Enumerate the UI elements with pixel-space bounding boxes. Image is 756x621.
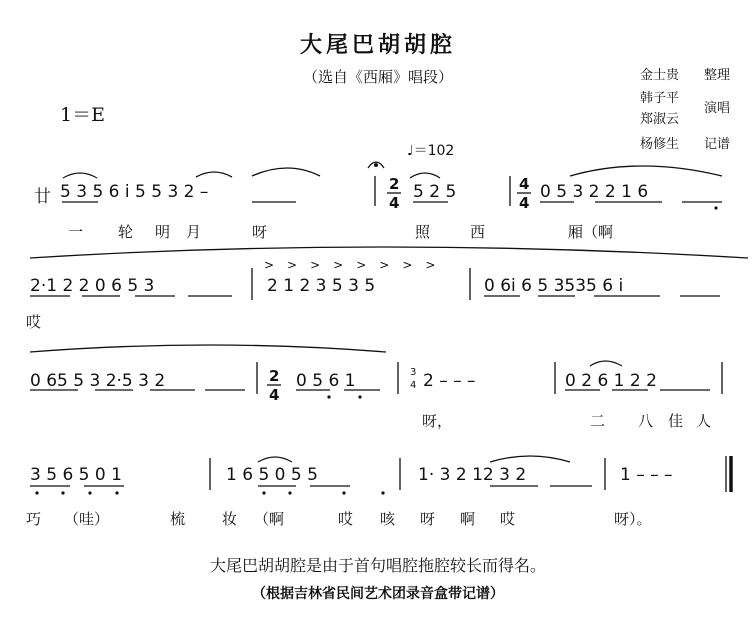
lyric: （哇） xyxy=(64,510,110,528)
lyric: 呀）。 xyxy=(614,510,652,528)
line3-phrase-4: 0 2 6 1 2 2 xyxy=(565,371,657,391)
arranger-role: 整理 xyxy=(704,68,731,83)
slur xyxy=(258,457,292,462)
octave-dot xyxy=(35,491,38,494)
meter-4-4-bottom: 4 xyxy=(519,194,530,212)
line1-phrase-1: 5 3 5 6 i 5 5 3 2 – xyxy=(60,182,209,202)
singer-name-1: 韩子平 xyxy=(640,91,680,106)
line1-phrase-2: 5 2 5 xyxy=(413,182,457,202)
octave-dot xyxy=(358,395,361,398)
singer-name-2: 郑淑云 xyxy=(640,112,680,127)
line2-phrase-3: 0 6i 6 5 3535 6 i xyxy=(484,276,624,296)
octave-dot xyxy=(288,491,291,494)
line4-phrase-1: 3 5 6 5 0 1 xyxy=(30,465,122,485)
lyric: 二 xyxy=(590,412,606,430)
octave-dot xyxy=(342,491,345,494)
slur xyxy=(63,173,97,178)
octave-dot xyxy=(327,395,330,398)
octave-dot xyxy=(61,491,64,494)
lyric: 哎 xyxy=(500,510,516,528)
slur xyxy=(490,456,570,462)
arranger-name: 金士贵 xyxy=(640,68,680,83)
lyric: 呀 xyxy=(420,510,436,528)
lyric: 啊 xyxy=(460,510,476,528)
accent-marks: >>>>>>>> xyxy=(264,258,449,272)
lyric: 咳 xyxy=(380,510,396,528)
footer-note: 大尾巴胡胡腔是由于首句唱腔拖腔较长而得名。 xyxy=(209,556,546,575)
octave-dot xyxy=(381,491,384,494)
slur xyxy=(570,166,722,176)
key-signature: 1＝E xyxy=(60,104,105,126)
octave-dot xyxy=(88,491,91,494)
lyric: 佳 xyxy=(668,412,684,430)
lyric: 照 xyxy=(415,223,431,241)
meter-3-4-top: 3 xyxy=(410,367,417,378)
line4-phrase-4: 1 – – – xyxy=(620,465,673,485)
slur xyxy=(252,168,320,176)
slur xyxy=(410,173,440,178)
slur xyxy=(590,361,622,366)
meter-3-4-bottom: 4 xyxy=(410,380,417,391)
octave-dot xyxy=(115,491,118,494)
slur xyxy=(30,247,748,258)
lyric: 一 xyxy=(68,223,84,241)
lyric: 巧 xyxy=(26,510,42,528)
lyric: 梳 xyxy=(170,510,186,528)
octave-dot xyxy=(714,206,717,209)
meter-2-4-top: 2 xyxy=(389,175,400,193)
lyric: 哎 xyxy=(26,313,42,331)
octave-dot xyxy=(262,491,265,494)
lyric: 妆 xyxy=(222,510,238,528)
slur xyxy=(196,172,232,177)
lyric: 呀 xyxy=(252,223,268,241)
lyric: 西 xyxy=(470,223,486,241)
tempo-value: ＝102 xyxy=(413,143,455,159)
song-subtitle: （选自《西厢》唱段） xyxy=(302,68,453,86)
quarter-note-icon: ♩ xyxy=(407,143,414,159)
meter-2-4-top: 2 xyxy=(269,367,280,385)
line3-phrase-3: 2 – – – xyxy=(423,371,476,391)
meter-4-4-top: 4 xyxy=(519,175,530,193)
line4-phrase-2: 1 6 5 0 5 5 xyxy=(226,465,318,485)
lyric: 厢（啊 xyxy=(568,223,614,241)
transcriber-role: 记谱 xyxy=(704,137,731,152)
line2-phrase-2: 2 1 2 3 5 3 5 xyxy=(267,276,376,296)
lyric: （啊 xyxy=(254,510,285,528)
meter-2-4-bottom: 4 xyxy=(269,386,280,404)
slur xyxy=(30,345,386,352)
line1-phrase-3: 0 5 3 2 2 1 6 xyxy=(540,182,649,202)
line3-phrase-1: 0 65 5 3 2·5 3 2 xyxy=(30,371,166,391)
singer-role: 演唱 xyxy=(704,101,731,116)
line2-phrase-1: 2·1 2 2 0 6 5 3 xyxy=(30,276,155,296)
meter-2-4-bottom: 4 xyxy=(389,194,400,212)
lyric: 呀， xyxy=(422,412,453,430)
lyric: 轮 xyxy=(118,223,134,241)
free-meter-mark: 廿 xyxy=(34,187,51,207)
lyric: 八 xyxy=(638,412,654,430)
transcriber-name: 杨修生 xyxy=(640,137,680,152)
lyric: 明 xyxy=(155,223,171,241)
line3-phrase-2: 0 5 6 1 xyxy=(296,371,356,391)
fermata-dot xyxy=(374,163,378,167)
song-title: 大尾巴胡胡腔 xyxy=(299,33,456,58)
lyric: 人 xyxy=(696,412,712,430)
footer-source: （根据吉林省民间艺术团录音盒带记谱） xyxy=(252,586,504,602)
lyric: 月 xyxy=(186,223,202,241)
line4-phrase-3: 1· 3 2 12 3 2 xyxy=(418,465,527,485)
lyric: 哎 xyxy=(338,510,354,528)
